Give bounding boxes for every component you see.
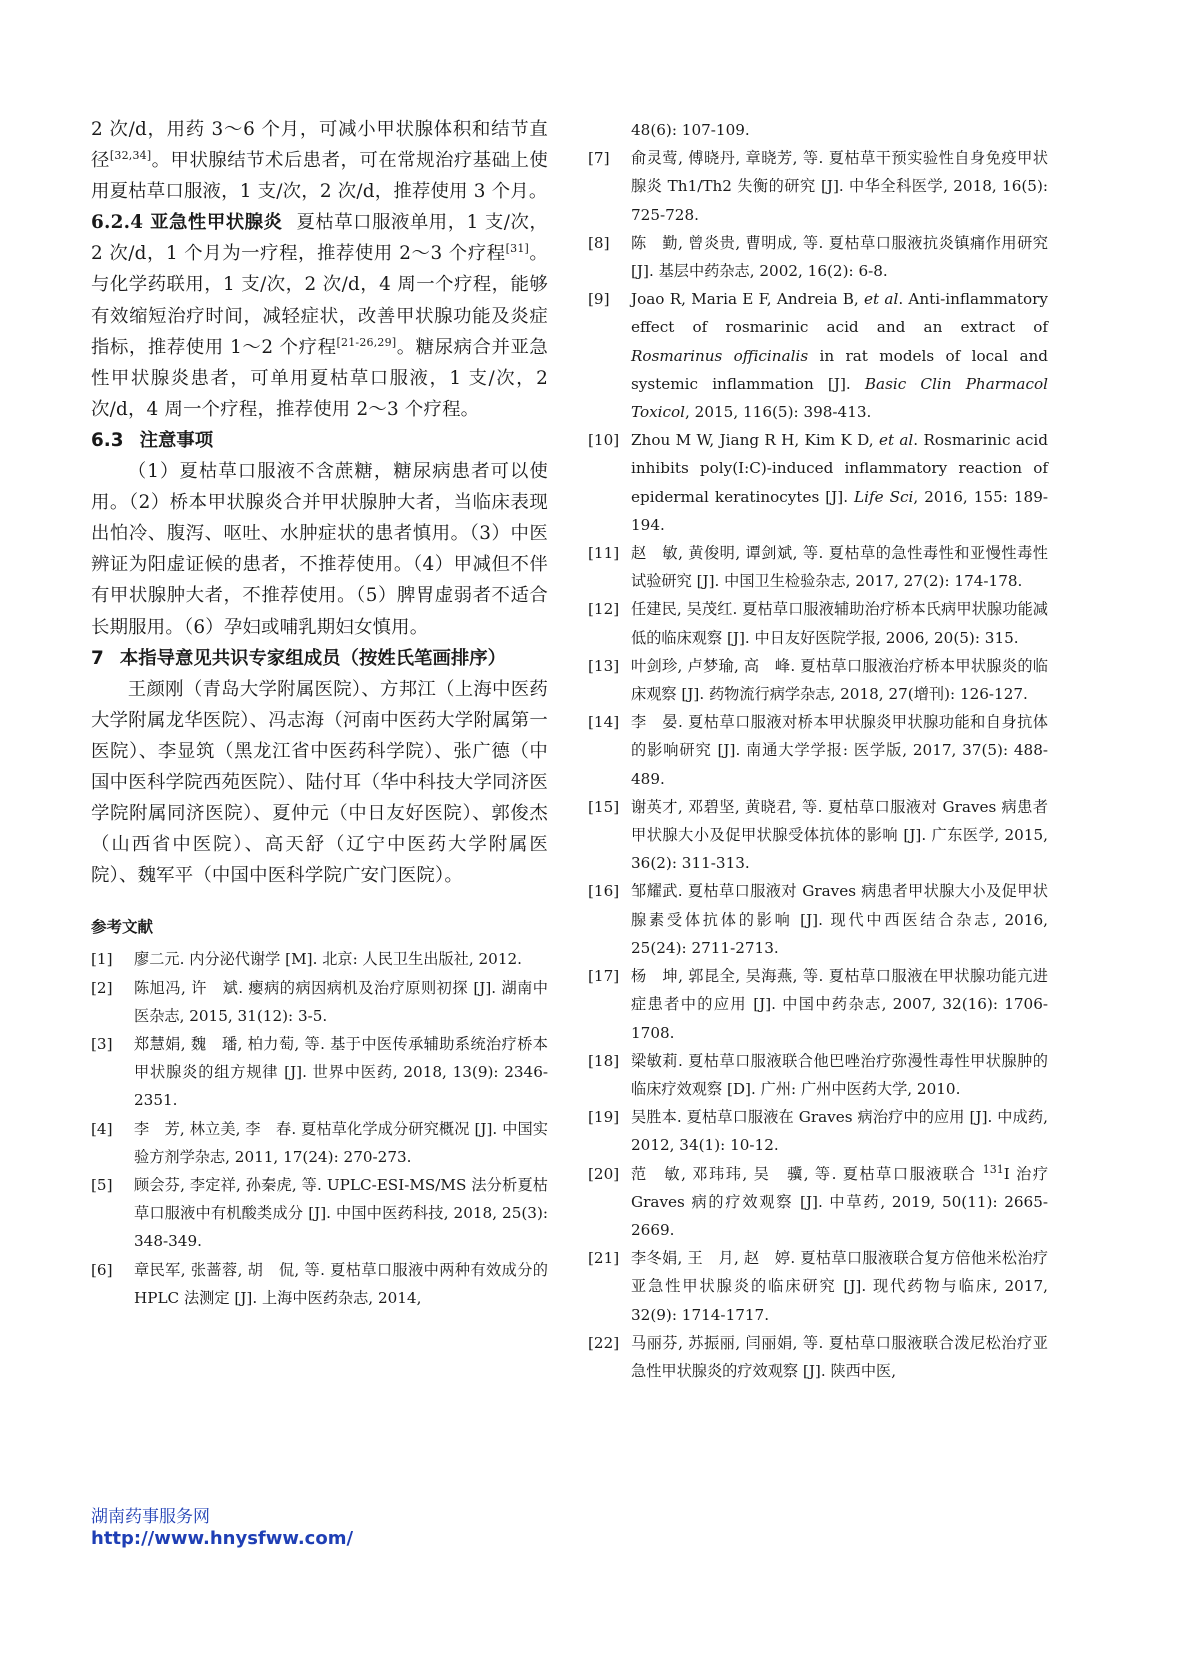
paragraph-text: 。糖尿病合并亚急性甲状腺炎患者，可单用夏枯草口服液，1 支/次，2 次/d，4 周一个疗程，推荐使用 2～3 个疗程。	[91, 336, 548, 420]
reference-journal: Life Sci	[854, 487, 914, 506]
section-number: 7	[91, 647, 104, 669]
paragraph-text: 。与化学药联用，1 支/次，2 次/d，4 周一个疗程，能够有效缩短治疗时间，减轻症状，改善甲状腺功能及炎症指标，推荐使用 1～2 个疗程	[91, 243, 549, 358]
reference-item	[588, 144, 1048, 229]
reference-number: [1]	[91, 950, 113, 969]
reference-number: [12]	[588, 600, 620, 619]
reference-italic: et al	[864, 290, 899, 309]
section-heading-6-3	[91, 425, 548, 456]
reference-list-left	[91, 945, 548, 1312]
reference-text: 陈 勤, 曾炎贵, 曹明成, 等. 夏枯草口服液抗炎镇痛作用研究 [J]. 基层中药杂志, 2002, 16(2): 6-8.	[631, 233, 1048, 281]
reference-item	[588, 1047, 1048, 1103]
reference-text: 廖二元. 内分泌代谢学 [M]. 北京: 人民卫生出版社, 2012.	[134, 950, 522, 969]
reference-number: [21]	[588, 1249, 620, 1268]
paragraph-text: 夏枯草口服液单用，1 支/次，2 次/d，1 个月为一疗程，推荐使用 2～3 个疗程	[91, 212, 549, 265]
reference-item	[588, 708, 1048, 793]
reference-number: [17]	[588, 967, 620, 986]
reference-number: [4]	[91, 1119, 113, 1138]
reference-continuation: 48(6): 107-109.	[631, 121, 750, 139]
reference-item	[588, 1160, 1048, 1245]
references-title: 参考文献	[91, 918, 154, 937]
reference-text	[631, 285, 1048, 426]
citation: [31]	[505, 242, 530, 256]
reference-number: [14]	[588, 713, 620, 732]
paragraph-text: 。甲状腺结节术后患者，可在常规治疗基础上使用夏枯草口服液，1 支/次，2 次/d，推荐使用 3 个月。	[91, 150, 548, 203]
reference-number: [19]	[588, 1108, 620, 1127]
reference-number: [6]	[91, 1260, 113, 1279]
reference-number: [18]	[588, 1051, 620, 1070]
reference-text: 梁敏莉. 夏枯草口服液联合他巴唑治疗弥漫性毒性甲状腺肿的临床疗效观察 [D]. 广州: 广州中医药大学, 2010.	[631, 1051, 1048, 1098]
dosage-paragraph-nodules	[91, 114, 548, 207]
citation: [21-26,29]	[336, 335, 397, 349]
reference-item	[588, 1103, 1048, 1159]
reference-italic: et al	[878, 431, 914, 450]
paragraph-text: 2 次/d，用药 3～6 个月，可减小甲状腺体积和结节直径	[91, 119, 548, 172]
reference-text	[631, 1160, 1048, 1245]
reference-text-part: in rat models of local and systemic inflammation [J].	[631, 346, 1048, 393]
reference-text-part: , 2015, 116(5): 398-413.	[685, 403, 872, 422]
reference-number: [13]	[588, 656, 620, 675]
reference-text-part: I 治疗 Graves 病的疗效观察 [J]. 中草药, 2019, 50(11): 2665-2669.	[631, 1164, 1049, 1239]
reference-number: [10]	[588, 431, 620, 450]
left-column	[91, 114, 548, 1312]
reference-number: [16]	[588, 882, 620, 901]
reference-item	[91, 1171, 548, 1256]
reference-text: 吴胜本. 夏枯草口服液在 Graves 病治疗中的应用 [J]. 中成药, 2012, 34(1): 10-12.	[631, 1108, 1048, 1155]
reference-text-part: , 2016, 155: 189-194.	[631, 487, 1048, 534]
right-column	[588, 116, 1048, 1385]
section-heading-7	[91, 643, 548, 674]
expert-members-paragraph: 王颜刚（青岛大学附属医院）、方邦江（上海中医药大学附属龙华医院）、冯志海（河南中医药大学附属第一医院）、李显筑（黑龙江省中医药科学院）、张广德（中国中医科学院西苑医院）、陆付耳（华中科技大学同济医学院附属同济医院）、夏仲元（中日友好医院）、郭俊杰（山西省中医院）、高天舒（辽宁中医药大学附属医院）、魏军平（中国中医科学院广安门医院）。	[91, 678, 548, 887]
reference-text: 杨 坤, 郭昆全, 吴海燕, 等. 夏枯草口服液在甲状腺功能亢进症患者中的应用 [J]. 中国中药杂志, 2007, 32(16): 1706-1708.	[631, 967, 1048, 1042]
footer-site-name: 湖南药事服务网	[91, 1507, 210, 1527]
reference-text: 李冬娟, 王 月, 赵 婷. 夏枯草口服液联合复方倍他米松治疗亚急性甲状腺炎的临床研究 [J]. 现代药物与临床, 2017, 32(9): 1714-1717.	[631, 1249, 1048, 1324]
reference-text: 李 晏. 夏枯草口服液对桥本甲状腺炎甲状腺功能和自身抗体的影响研究 [J]. 南通大学学报: 医学版, 2017, 37(5): 488-489.	[631, 713, 1048, 788]
precautions-paragraph: （1）夏枯草口服液不含蔗糖，糖尿病患者可以使用。（2）桥本甲状腺炎合并甲状腺肿大者，当临床表现出怕冷、腹泻、呕吐、水肿症状的患者慎用。（3）中医辨证为阳虚证候的患者，不推荐使用。（4）甲减但不伴有甲状腺肿大者，不推荐使用。（5）脾胃虚弱者不适合长期服用。（6）孕妇或哺乳期妇女慎用。	[91, 461, 548, 638]
reference-item	[588, 877, 1048, 962]
subsection-heading: 6.2.4 亚急性甲状腺炎	[91, 212, 283, 234]
reference-item	[588, 962, 1048, 1047]
citation: [32,34]	[109, 148, 152, 162]
reference-number: [9]	[588, 290, 610, 309]
reference-text-part: 范 敏, 邓玮玮, 吴 骥, 等. 夏枯草口服液联合	[631, 1164, 983, 1183]
reference-list-right	[588, 144, 1048, 1385]
reference-text: 陈旭冯, 许 斌. 瘿病的病因病机及治疗原则初探 [J]. 湖南中医杂志, 2015, 31(12): 3-5.	[134, 978, 548, 1025]
reference-text: 叶剑珍, 卢梦瑜, 高 峰. 夏枯草口服液治疗桥本甲状腺炎的临床观察 [J]. 药物流行病学杂志, 2018, 27(增刊): 126-127.	[631, 656, 1048, 704]
reference-item	[588, 426, 1048, 539]
reference-text-part: Zhou M W, Jiang R H, Kim K D,	[631, 431, 879, 450]
reference-item	[91, 945, 548, 973]
reference-journal: Basic Clin Pharmacol Toxicol	[631, 374, 1048, 422]
isotope-superscript: 131	[982, 1162, 1004, 1176]
reference-text: 马丽芬, 苏振丽, 闫丽娟, 等. 夏枯草口服液联合泼尼松治疗亚急性甲状腺炎的疗效观察 [J]. 陕西中医,	[631, 1333, 1048, 1380]
subsection-6-2-4	[91, 207, 548, 425]
reference-text: 邹耀武. 夏枯草口服液对 Graves 病患者甲状腺大小及促甲状腺素受体抗体的影响 [J]. 现代中西医结合杂志, 2016, 25(24): 2711-2713.	[631, 882, 1048, 957]
reference-item	[588, 285, 1048, 426]
reference-text: 赵 敏, 黄俊明, 谭剑斌, 等. 夏枯草的急性毒性和亚慢性毒性试验研究 [J]. 中国卫生检验杂志, 2017, 27(2): 174-178.	[631, 544, 1048, 591]
reference-number: [5]	[91, 1175, 113, 1194]
reference-item	[91, 1256, 548, 1312]
reference-text: 章民军, 张蔷蓉, 胡 侃, 等. 夏枯草口服液中两种有效成分的 HPLC 法测定 [J]. 上海中医药杂志, 2014,	[134, 1260, 548, 1307]
reference-number: [22]	[588, 1333, 620, 1352]
reference-item	[588, 793, 1048, 878]
reference-text: 任建民, 吴茂红. 夏枯草口服液辅助治疗桥本氏病甲状腺功能减低的临床观察 [J]. 中日友好医院学报, 2006, 20(5): 315.	[631, 600, 1048, 647]
reference-item	[588, 1329, 1048, 1385]
reference-item	[588, 229, 1048, 285]
reference-item	[91, 1115, 548, 1171]
reference-text: 李 芳, 林立美, 李 春. 夏枯草化学成分研究概况 [J]. 中国实验方剂学杂志, 2011, 17(24): 270-273.	[134, 1119, 548, 1166]
reference-item	[91, 1030, 548, 1115]
reference-item	[588, 595, 1048, 651]
section-title: 注意事项	[139, 429, 214, 451]
footer-url-link[interactable]: http://www.hnysfww.com/	[91, 1528, 354, 1549]
reference-number: [7]	[588, 149, 610, 168]
section-number: 6.3	[91, 429, 124, 451]
reference-number: [20]	[588, 1164, 620, 1183]
reference-text: 谢英才, 邓碧坚, 黄晓君, 等. 夏枯草口服液对 Graves 病患者甲状腺大小及促甲状腺受体抗体的影响 [J]. 广东医学, 2015, 36(2): 311-313.	[631, 797, 1048, 873]
reference-number: [2]	[91, 978, 113, 997]
reference-number: [11]	[588, 544, 620, 563]
reference-text: 郑慧娟, 魏 璠, 柏力萄, 等. 基于中医传承辅助系统治疗桥本甲状腺炎的组方规律 [J]. 世界中医药, 2018, 13(9): 2346-2351.	[134, 1034, 548, 1110]
reference-item	[588, 1244, 1048, 1329]
reference-text-part: . Anti-inflammatory effect of rosmarinic acid and an extract of	[631, 290, 1049, 337]
reference-number: [8]	[588, 233, 610, 252]
source-footer	[91, 1506, 353, 1550]
reference-number: [3]	[91, 1034, 113, 1053]
reference-text: 俞灵莺, 傅晓丹, 章晓芳, 等. 夏枯草干预实验性自身免疫甲状腺炎 Th1/Th2 失衡的研究 [J]. 中华全科医学, 2018, 16(5): 725-728.	[631, 149, 1048, 224]
reference-item	[91, 974, 548, 1030]
reference-item	[588, 652, 1048, 708]
reference-italic: Rosmarinus officinalis	[631, 346, 809, 365]
reference-item	[588, 539, 1048, 595]
reference-text-part: . Rosmarinic acid inhibits poly(I:C)-induced inflammatory reaction of epidermal keratinocytes [J].	[631, 431, 1049, 506]
section-title: 本指导意见共识专家组成员（按姓氏笔画排序）	[119, 647, 507, 669]
reference-number: [15]	[588, 797, 620, 816]
reference-text-part: Joao R, Maria E F, Andreia B,	[631, 290, 865, 309]
reference-text	[631, 426, 1048, 539]
reference-text: 顾会芬, 李定祥, 孙秦虎, 等. UPLC-ESI-MS/MS 法分析夏枯草口服液中有机酸类成分 [J]. 中国中医药科技, 2018, 25(3): 348-349.	[134, 1175, 548, 1251]
